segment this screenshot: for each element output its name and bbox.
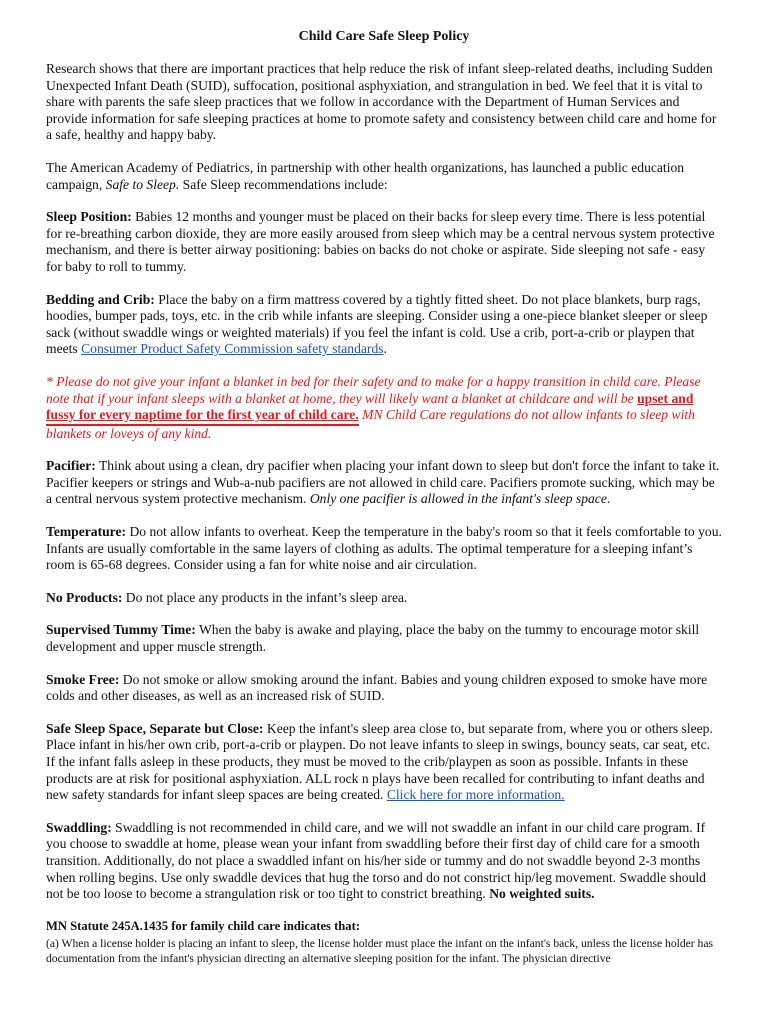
notice-text-1: * Please do not give your infant a blanket in bed for their safety and to make for a happy transition in child care. Please note that if your infant sleeps with a blanket at home, they will likely want a blanket at childcare and will be [46, 373, 701, 406]
blanket-notice [46, 374, 722, 442]
notice-text-2: MN Child Care regulations do not allow infants to sleep with blankets or loveys of any kind. [46, 407, 695, 441]
no-products-section [46, 590, 722, 607]
smoke-free-text: Do not smoke or allow smoking around the infant. Babies and young children exposed to smoke have more colds and other diseases, as well as an increased risk of SUID. [46, 671, 708, 704]
swaddling-text: Swaddling is not recommended in child care, and we will not swaddle an infant in our child care program. If you choose to swaddle at home, please wean your infant from swaddling before their first day of child care for a smooth transition. Additionally, do not place a swaddled infant on his/her side or tummy and do not swaddle beyond 2-3 months when rolling begins. Use only swaddle devices that hug the torso and do not constrict hip/leg movement. Swaddle should not be too loose to become a strangulation risk or too tight to constrict breathing. [46, 819, 706, 902]
notice-emphasis-2: fussy for every naptime for the first year of child care. [46, 407, 359, 423]
sleep-position-label: Sleep Position: [46, 209, 132, 225]
safe-space-label: Safe Sleep Space, Separate but Close: [46, 720, 264, 736]
pacifier-section [46, 458, 722, 508]
safe-space-section [46, 721, 722, 804]
aap-text-after: Safe Sleep recommendations include: [179, 176, 388, 192]
document-title: Child Care Safe Sleep Policy [298, 29, 470, 44]
swaddling-label: Swaddling: [46, 819, 112, 835]
no-weighted-suits: No weighted suits. [489, 886, 595, 902]
notice-emphasis-1: upset and [637, 390, 694, 406]
notice-highlight-underline [46, 407, 359, 426]
tummy-time-text: When the baby is awake and playing, place the baby on the tummy to encourage motor skill development and upper muscle strength. [46, 622, 700, 655]
bedding-section [46, 292, 722, 358]
pacifier-italic-note: Only one pacifier is allowed in the infant's sleep space [309, 491, 607, 507]
no-products-label: No Products: [46, 589, 123, 605]
bedding-end: . [383, 341, 387, 357]
aap-text-before: The American Academy of Pediatrics, in partnership with other health organizations, has launched a public education campaign, [46, 159, 685, 192]
tummy-time-label: Supervised Tummy Time: [46, 622, 196, 638]
no-products-text: Do not place any products in the infant’s sleep area. [122, 589, 408, 605]
statute-heading: MN Statute 245A.1435 for family child care indicates that: [46, 918, 360, 933]
smoke-free-label: Smoke Free: [46, 671, 120, 687]
safe-space-text: Keep the infant's sleep area close to, but separate from, where you or others sleep. Place infant in his/her own crib, port-a-crib or playpen. Do not leave infants to sleep in swings, bouncy seats, car seat, etc. If the infant falls asleep in these products, they must be moved to the crib/playpen as soon as possible. Infants in these products are at risk for positional asphyxiation. ALL rock n plays have been recalled for contributing to infant deaths and new safety standards for infant sleep spaces are being created. [46, 720, 713, 803]
pacifier-end: . [606, 491, 611, 507]
sleep-position-section [46, 209, 722, 275]
bedding-text: Place the baby on a firm mattress covered by a tightly fitted sheet. Do not place blankets, burp rags, hoodies, bumper pads, toys, etc. in the crib while infants are sleeping. Consider using a one-piece blanket sleeper or sleep sack (without swaddle wings or weighted materials) if you feel the infant is cold. Use a crib, port-a-crib or playpen that meets [46, 291, 708, 357]
bedding-label: Bedding and Crib: [46, 291, 155, 307]
sleep-position-text: Babies 12 months and younger must be placed on their backs for sleep every time. There is less potential for re-breathing carbon dioxide, they are more easily aroused from sleep which may be a central nervous system protective mechanism, and there is better airway positioning: babies on backs do not choke or aspirate. Side sleeping not safe - easy for baby to roll to tummy. [46, 209, 715, 274]
temperature-text: Do not allow infants to overheat. Keep the temperature in the baby's room so that it feels comfortable to you. Infants are usually comfortable in the same layers of clothing as adults. The optimal temperature for a sleeping infant’s room is 65-68 degrees. Consider using a fan for white noise and air circulation. [46, 524, 722, 573]
smoke-free-section [46, 672, 722, 705]
intro-text: Research shows that there are important practices that help reduce the risk of infant sleep-related deaths, including Sudden Unexpected Infant Death (SUID), suffocation, positional asphyxiation, and strangulation in bed. We feel that it is vital to share with parents the safe sleep practices that we follow in accordance with the Department of Human Services and provide information for safe sleeping practices at home to promote safety and consistency between child care and home for a safe, healthy and happy baby. [46, 61, 717, 143]
intro-paragraph [46, 61, 722, 144]
temperature-section [46, 524, 722, 574]
campaign-name: Safe to Sleep. [105, 176, 180, 192]
temperature-label: Temperature: [46, 524, 127, 540]
cpsc-standards-link[interactable]: Consumer Product Safety Commission safety standards [81, 341, 384, 357]
pacifier-label: Pacifier: [46, 458, 96, 474]
statute-body: (a) When a license holder is placing an infant to sleep, the license holder must place the infant on the infant's back, unless the license holder has documentation from the infant's physician directing an alternative sleeping position for the infant. The physician directive [46, 936, 714, 965]
tummy-time-section [46, 622, 722, 655]
swaddling-section [46, 820, 722, 903]
aap-paragraph [46, 160, 722, 193]
pacifier-text: Think about using a clean, dry pacifier when placing your infant down to sleep but don't force the infant to take it. Pacifier keepers or strings and Wub-a-nub pacifiers are not allowed in child care. Pacifiers promote sucking, which may be a central nervous system protective mechanism. [46, 458, 720, 507]
more-information-link[interactable]: Click here for more information. [386, 787, 565, 803]
